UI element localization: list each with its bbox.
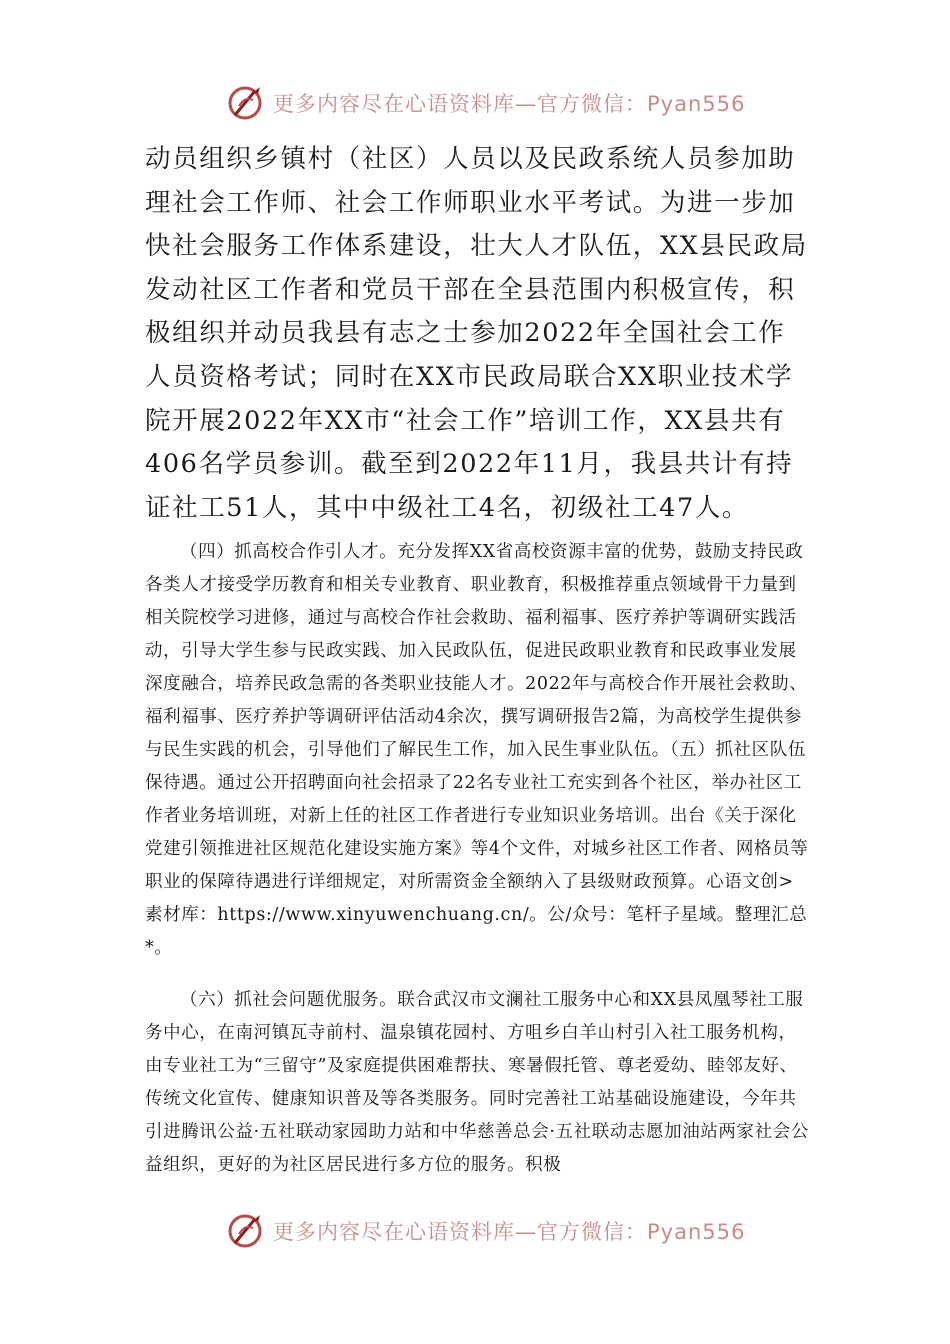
continuation-paragraph: 动员组织乡镇村（社区）人员以及民政系统人员参加助理社会工作师、社会工作师职业水平考试。为进一步加快社会服务工作体系建设，壮大人才队伍，XX县民政局发动社区工作者和党员干部在全县范围内积极宣传，积极组织并动员我县有志之士参加2022年全国社会工作人员资格考试；同时在XX市民政局联合XX职业技术学院开展2022年XX市“社会工作”培训工作，XX县共有406名学员参训。截至到2022年11月，我县共计有持证社工51人，其中中级社工4名，初级社工47人。 (145, 144, 808, 523)
paragraph-section-4 (145, 536, 810, 965)
header-banner-text: 更多内容尽在心语资料库—官方微信：Pyan556 (273, 92, 746, 116)
pen-circle-logo-icon (225, 82, 267, 124)
pen-circle-logo-icon (225, 1210, 267, 1252)
footer-banner-text: 更多内容尽在心语资料库—官方微信：Pyan556 (273, 1220, 746, 1244)
paragraph-6-text: （六）抓社会问题优服务。联合武汉市文澜社工服务中心和XX县凤凰琴社工服务中心，在南河镇瓦寺前村、温泉镇花园村、方咀乡白羊山村引入社工服务机构，由专业社工为“三留守”及家庭提供困难帮扶、寒暑假托管、尊老爱幼、睦邻友好、传统文化宣传、健康知识普及等各类服务。同时完善社工站基础设施建设，今年共引进腾讯公益·五社联动家园助力站和中华慈善总会·五社联动志愿加油站两家社会公益组织，更好的为社区居民进行多方位的服务。积极 (145, 990, 809, 1175)
header-banner (225, 82, 745, 124)
paragraph-section-6 (145, 984, 810, 1182)
footer-banner (225, 1210, 745, 1252)
paragraph-4-text: （四）抓高校合作引人才。充分发挥XX省高校资源丰富的优势，鼓励支持民政各类人才接受学历教育和相关专业教育、职业教育，积极推荐重点领域骨干力量到相关院校学习进修，通过与高校合作社会救助、福利福事、医疗养护等调研实践活动，引导大学生参与民政实践、加入民政队伍，促进民政职业教育和民政事业发展深度融合，培养民政急需的各类职业技能人才。2022年与高校合作开展社会救助、福利福事、医疗养护等调研评估活动4余次，撰写调研报告2篇，为高校学生提供参与民生实践的机会，引导他们了解民生工作，加入民生事业队伍。（五）抓社区队伍保待遇。通过公开招聘面向社会招录了22名专业社工充实到各个社区，举办社区工作者业务培训班，对新上任的社区工作者进行专业知识业务培训。出台《关于深化党建引领推进社区规范化建设实施方案》等4个文件，对城乡社区工作者、网格员等职业的保障待遇进行详细规定，对所需资金全额纳入了县级财政预算。心语文创>素材库：https://www.xinyuwenchuang.cn/。公/众号：笔杆子星域。整理汇总*。 (145, 542, 809, 958)
